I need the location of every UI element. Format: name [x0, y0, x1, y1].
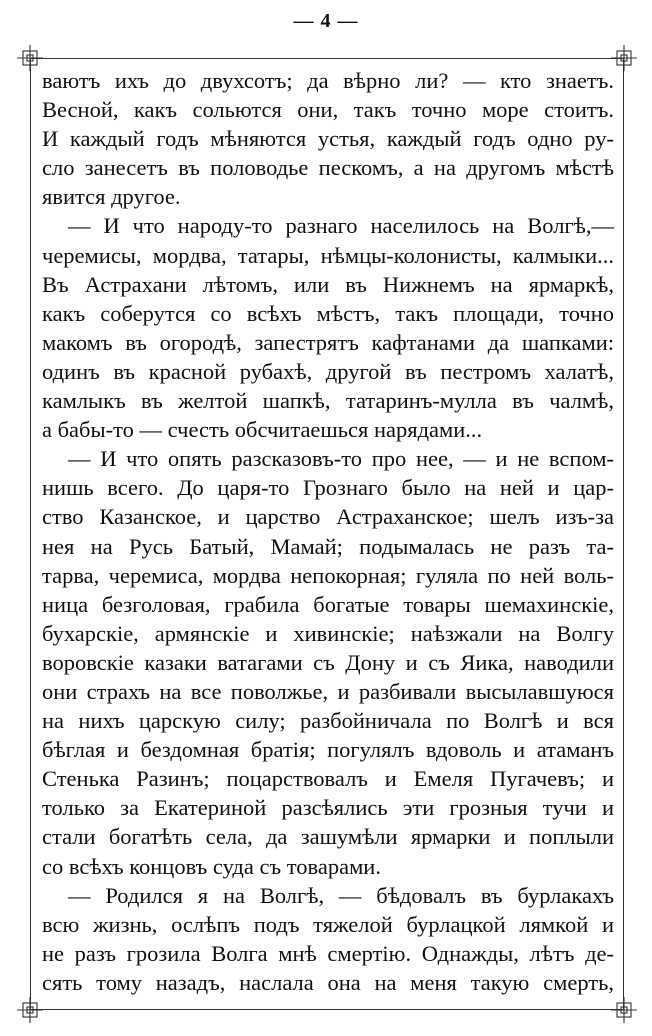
text-line: явится другое. — [42, 184, 181, 210]
text-line: стали богатѣть села, да зашумѣли ярмарки и поплыли — [42, 824, 614, 850]
text-line: Стенька Разинъ; поцарствовалъ и Емеля Пугачевъ; и — [42, 766, 614, 792]
page-number: — 4 — — [293, 10, 359, 32]
text-line: нишь всего. До царя-то Грознаго было на ней и цар- — [42, 475, 614, 501]
text-line: нея на Русь Батый, Мамай; подымалась не разъ та- — [42, 533, 614, 559]
text-line: — И что народу-то разнаго населилось на Волгѣ,— — [68, 213, 614, 239]
text-line: — Родился я на Волгѣ, — бѣдовалъ въ бурлакахъ — [68, 882, 614, 908]
text-line: — И что опять разсказовъ-то про нее, — и не вспом- — [68, 446, 614, 472]
text-line: черемисы, мордва, татары, нѣмцы-колонисты, калмыки... — [42, 242, 614, 268]
text-line: макомъ въ огородѣ, запестрятъ кафтанами да шапками: — [42, 329, 614, 355]
corner-ornament-icon — [17, 45, 43, 71]
text-line: не разъ грозила Волга мнѣ смертію. Однажды, лѣтъ де- — [42, 940, 614, 966]
text-line: воровскіе казаки ватагами съ Дону и съ Яика, наводили — [42, 649, 614, 675]
text-line: а бабы-то — счесть обсчитаешься нарядами... — [42, 417, 483, 443]
text-line: Весной, какъ сольются они, такъ точно море стоитъ. — [42, 97, 614, 123]
text-line: тарва, черемиса, мордва непокорная; гуляла по ней воль- — [42, 562, 614, 588]
text-line: И каждый годъ мѣняются устья, каждый годъ одно ру- — [42, 126, 614, 152]
text-line: ница безголовая, грабила богатые товары шемахинскіе, — [42, 591, 614, 617]
text-line: камлыкъ въ желтой шапкѣ, татаринъ-мулла въ чалмѣ, — [42, 388, 614, 414]
corner-ornament-icon — [17, 997, 43, 1023]
text-line: сять тому назадъ, наслала она на меня такую смерть, — [42, 969, 614, 995]
text-line: какъ соберутся со всѣхъ мѣстъ, такъ площади, точно — [42, 300, 614, 326]
corner-ornament-icon — [611, 997, 637, 1023]
text-line: бухарскіе, армянскіе и хивинскіе; наѣзжали на Волгу — [42, 620, 614, 646]
text-line: на нихъ царскую силу; разбойничала по Волгѣ и вся — [42, 708, 614, 734]
text-line: они страхъ на все поволжье, и разбивали высылавшуюся — [42, 678, 614, 704]
text-line: сло занесетъ въ половодье пескомъ, а на другомъ мѣстѣ — [42, 155, 614, 181]
text-line: со всѣхъ концовъ суда съ товарами. — [42, 853, 381, 879]
text-line: Въ Астрахани лѣтомъ, или въ Нижнемъ на ярмаркѣ, — [42, 271, 614, 297]
text-line: всю жизнь, ослѣпъ подъ тяжелой бурлацкой лямкой и — [42, 911, 614, 937]
text-line: ство Казанское, и царство Астраханское; шелъ изъ-за — [42, 504, 614, 530]
text-line: только за Екатериной разсѣялись эти грозныя тучи и — [42, 795, 614, 821]
body-text — [42, 66, 614, 997]
corner-ornament-icon — [611, 45, 637, 71]
text-line: ваютъ ихъ до двухсотъ; да вѣрно ли? — кто знаетъ. — [42, 68, 614, 93]
text-line: бѣглая и бездомная братія; погулялъ вдоволь и атаманъ — [42, 737, 614, 763]
text-line: одинъ въ красной рубахѣ, другой въ пестромъ халатѣ, — [42, 358, 614, 384]
